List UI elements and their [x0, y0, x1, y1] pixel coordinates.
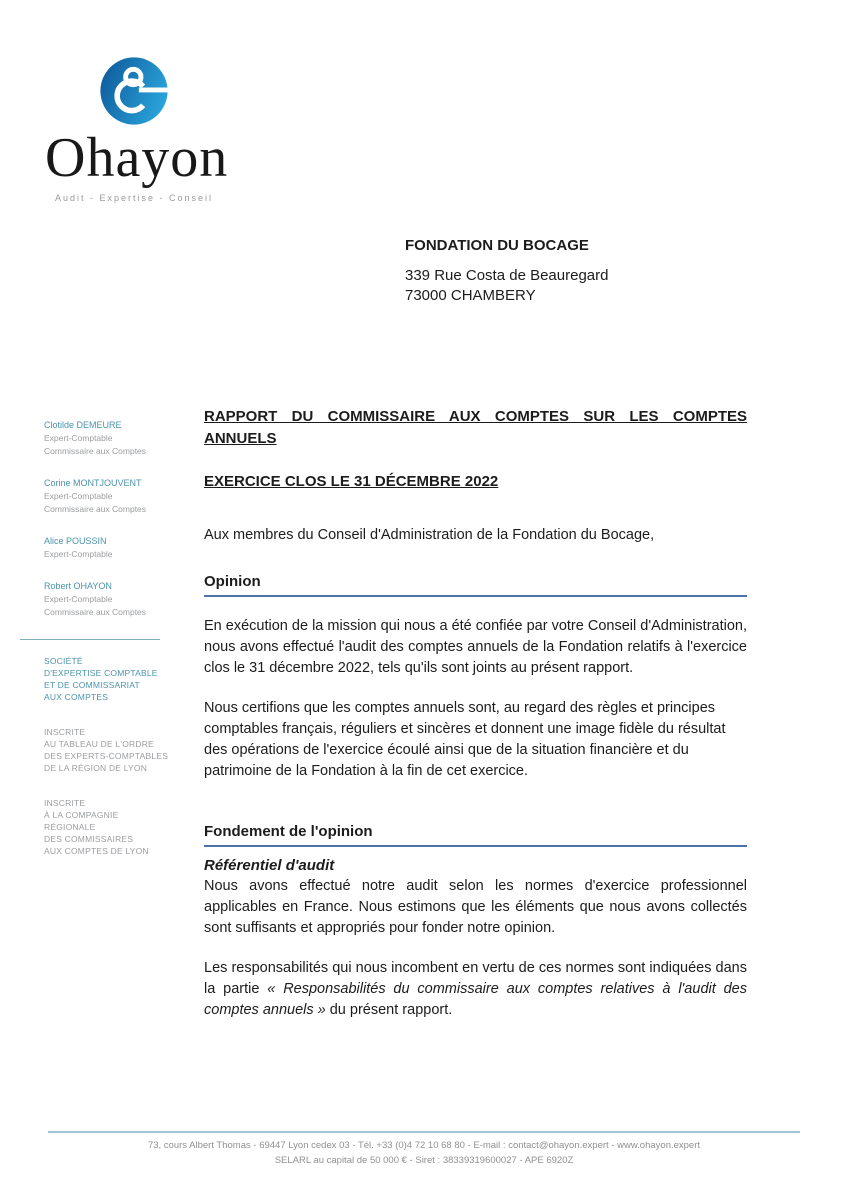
ohayon-circle-logo-icon: [99, 56, 169, 126]
registration-line: INSCRITE: [44, 798, 86, 808]
company-logo: [45, 56, 229, 203]
person-name: Alice POUSSIN: [44, 536, 107, 546]
basis-paragraph-2-post: du présent rapport.: [325, 1002, 453, 1018]
basis-paragraph-2-quote: « Responsabilités du commissaire aux comptes relatives à l'audit des comptes annuels »: [204, 981, 747, 1018]
person-name: Corine MONTJOUVENT: [44, 478, 142, 488]
person-role: Expert-Comptable: [44, 594, 113, 604]
registration-line: AU TABLEAU DE L'ORDRE: [44, 739, 154, 749]
registration-line: DES EXPERTS-COMPTABLES: [44, 751, 169, 761]
recipient-block: [405, 237, 608, 306]
page-footer: [0, 1131, 848, 1168]
sidebar-person: [44, 535, 196, 561]
firm-line: ET DE COMMISSARIAT: [44, 680, 140, 690]
footer-contact-line: 73, cours Albert Thomas - 69447 Lyon cedex 03 - Tél. +33 (0)4 72 10 68 80 - E-mail : contact@ohayon.expert - www.ohayon.expert: [147, 1140, 701, 1151]
brand-name: Ohayon: [45, 127, 229, 189]
registration-line: AUX COMPTES DE LYON: [44, 846, 149, 856]
opinion-paragraph-1: En exécution de la mission qui nous a été confiée par votre Conseil d'Administration, nous avons effectué l'audit des comptes annuels de la Fondation relatifs à l'exercice clos le 31 décembre 2022, tels qu'ils sont joints au présent rapport.: [204, 618, 747, 676]
report-body: [204, 406, 747, 1036]
recipient-name: FONDATION DU BOCAGE: [405, 237, 589, 254]
basis-paragraph-2-pre: Les responsabilités qui nous incombent en vertu de ces normes sont indiquées dans la partie: [204, 960, 747, 997]
recipient-address-line-2: 73000 CHAMBERY: [405, 287, 536, 304]
registration-order-experts: [44, 726, 196, 774]
registration-line: À LA COMPAGNIE: [44, 810, 119, 820]
recipient-address-line-1: 339 Rue Costa de Beauregard: [405, 267, 609, 284]
registration-compagnie-cac: [44, 797, 196, 857]
report-title: RAPPORT DU COMMISSAIRE AUX COMPTES SUR LES COMPTES ANNUELS: [204, 408, 747, 447]
sidebar-person: [44, 419, 196, 458]
report-subtitle: EXERCICE CLOS LE 31 DÉCEMBRE 2022: [204, 473, 499, 490]
firm-line: AUX COMPTES: [44, 692, 109, 702]
basis-paragraph-1: Nous avons effectué notre audit selon les normes d'exercice professionnel applicables en France. Nous estimons que les éléments que nous avons collectés sont suffisants et appropriés pour fonder notre opinion.: [204, 878, 747, 936]
basis-paragraph-2: [204, 958, 747, 1021]
person-role: Expert-Comptable: [44, 549, 113, 559]
sidebar-person: [44, 580, 196, 619]
opinion-heading: Opinion: [204, 573, 747, 597]
sidebar-person: [44, 477, 196, 516]
person-role: Commissaire aux Comptes: [44, 607, 147, 617]
person-role: Expert-Comptable: [44, 491, 113, 501]
salutation: Aux membres du Conseil d'Administration de la Fondation du Bocage,: [204, 527, 655, 543]
person-role: Commissaire aux Comptes: [44, 446, 147, 456]
registration-line: RÉGIONALE: [44, 822, 96, 832]
registration-line: INSCRITE: [44, 727, 86, 737]
person-name: Clotilde DEMEURE: [44, 420, 122, 430]
letterhead-sidebar: [44, 419, 196, 857]
firm-line: D'EXPERTISE COMPTABLE: [44, 668, 158, 678]
footer-legal-line: SELARL au capital de 50 000 € - Siret : 38339319600027 - APE 6920Z: [274, 1155, 574, 1166]
sidebar-divider: [20, 639, 160, 640]
registration-line: DE LA RÉGION DE LYON: [44, 763, 148, 773]
registration-line: DES COMMISSAIRES: [44, 834, 134, 844]
footer-divider: [48, 1131, 800, 1133]
person-role: Commissaire aux Comptes: [44, 504, 147, 514]
person-role: Expert-Comptable: [44, 433, 113, 443]
firm-line: SOCIÉTÉ: [44, 656, 83, 666]
opinion-paragraph-2: Nous certifions que les comptes annuels sont, au regard des règles et principes comptables français, réguliers et sincères et donnent une image fidèle du résultat des opérations de l'exercice écoulé ainsi que de la situation financière et du patrimoine de la Fondation à la fin de cet exercice.: [204, 700, 726, 779]
firm-description: [44, 655, 196, 703]
person-name: Robert OHAYON: [44, 581, 112, 591]
brand-tagline: Audit - Expertise - Conseil: [54, 193, 214, 203]
basis-heading: Fondement de l'opinion: [204, 823, 747, 847]
basis-subheading: Référentiel d'audit: [204, 857, 335, 874]
